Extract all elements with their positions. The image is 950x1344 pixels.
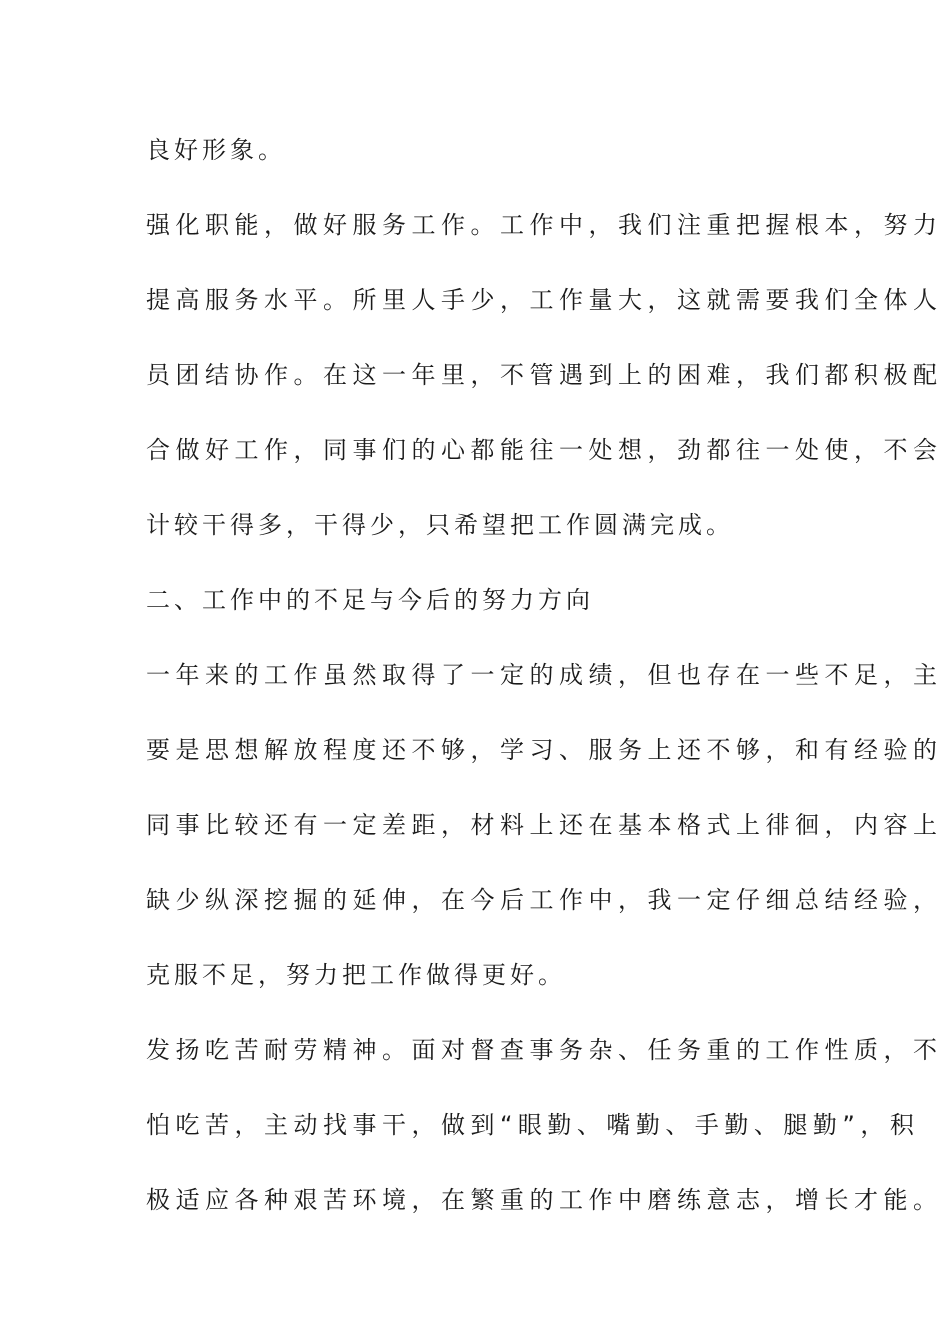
section-heading: 二、工作中的不足与今后的努力方向 [146, 586, 594, 614]
text-line: 强化职能，做好服务工作。工作中，我们注重把握根本，努力 [146, 211, 943, 239]
text-line: 合做好工作，同事们的心都能往一处想，劲都往一处使，不会 [146, 436, 943, 464]
text-line: 极适应各种艰苦环境，在繁重的工作中磨练意志，增长才能。 [146, 1186, 943, 1214]
text-line: 同事比较还有一定差距，材料上还在基本格式上徘徊，内容上 [146, 811, 943, 839]
text-line: 缺少纵深挖掘的延伸，在今后工作中，我一定仔细总结经验， [146, 886, 943, 914]
text-line: 计较干得多，干得少，只希望把工作圆满完成。 [146, 511, 734, 539]
text-line: 一年来的工作虽然取得了一定的成绩，但也存在一些不足，主 [146, 661, 943, 689]
text-line: 提高服务水平。所里人手少，工作量大，这就需要我们全体人 [146, 286, 943, 314]
text-line: 发扬吃苦耐劳精神。面对督查事务杂、任务重的工作性质，不 [146, 1036, 943, 1064]
text-line: 克服不足，努力把工作做得更好。 [146, 961, 566, 989]
text-line: 要是思想解放程度还不够，学习、服务上还不够，和有经验的 [146, 736, 943, 764]
text-line: 良好形象。 [146, 136, 286, 164]
text-line: 员团结协作。在这一年里，不管遇到上的困难，我们都积极配 [146, 361, 943, 389]
text-line: 怕吃苦，主动找事干，做到“眼勤、嘴勤、手勤、腿勤”，积 [146, 1111, 920, 1139]
